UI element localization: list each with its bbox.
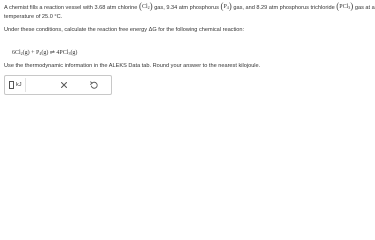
reset-button[interactable]: [89, 80, 99, 90]
problem-statement: [4, 1, 375, 35]
intro-text-d: gas at a: [354, 4, 375, 11]
answer-panel: [4, 75, 112, 95]
temperature-line: temperature of 25.0 °C.: [4, 14, 63, 20]
answer-unit: kJ: [16, 82, 22, 88]
intro-text-b: gas, 9.34 atm phosphorus: [154, 4, 219, 11]
chlorine-formula: $(Cl_2)$: [138, 1, 153, 11]
intro-line: [4, 1, 375, 13]
clear-button[interactable]: [59, 80, 69, 90]
divider: [25, 78, 26, 92]
phosphorus-formula: $(P_4)$: [220, 1, 232, 11]
undo-icon: [89, 80, 99, 90]
answer-input[interactable]: [9, 81, 14, 89]
chemical-equation: $6Cl_2(g) + P_4(g)$ ⇌ 4PCl$_3$(g): [12, 49, 78, 56]
instruction-text: Use the thermodynamic information in the ALEKS Data tab. Round your answer to the nearest kilojoule.: [4, 63, 261, 69]
phosphorus-trichloride-formula: (PCl$_3$): [336, 1, 354, 11]
intro-text-c: gas, and 8.29 atm phosphorus trichloride: [233, 4, 335, 11]
equilibrium-arrow: ⇌: [49, 49, 55, 56]
question-text: Under these conditions, calculate the reaction free energy ΔG for the following chemical reaction:: [4, 27, 245, 33]
close-icon: [59, 80, 69, 90]
intro-text-a: A chemist fills a reaction vessel with 3.68 atm chlorine: [4, 4, 138, 11]
